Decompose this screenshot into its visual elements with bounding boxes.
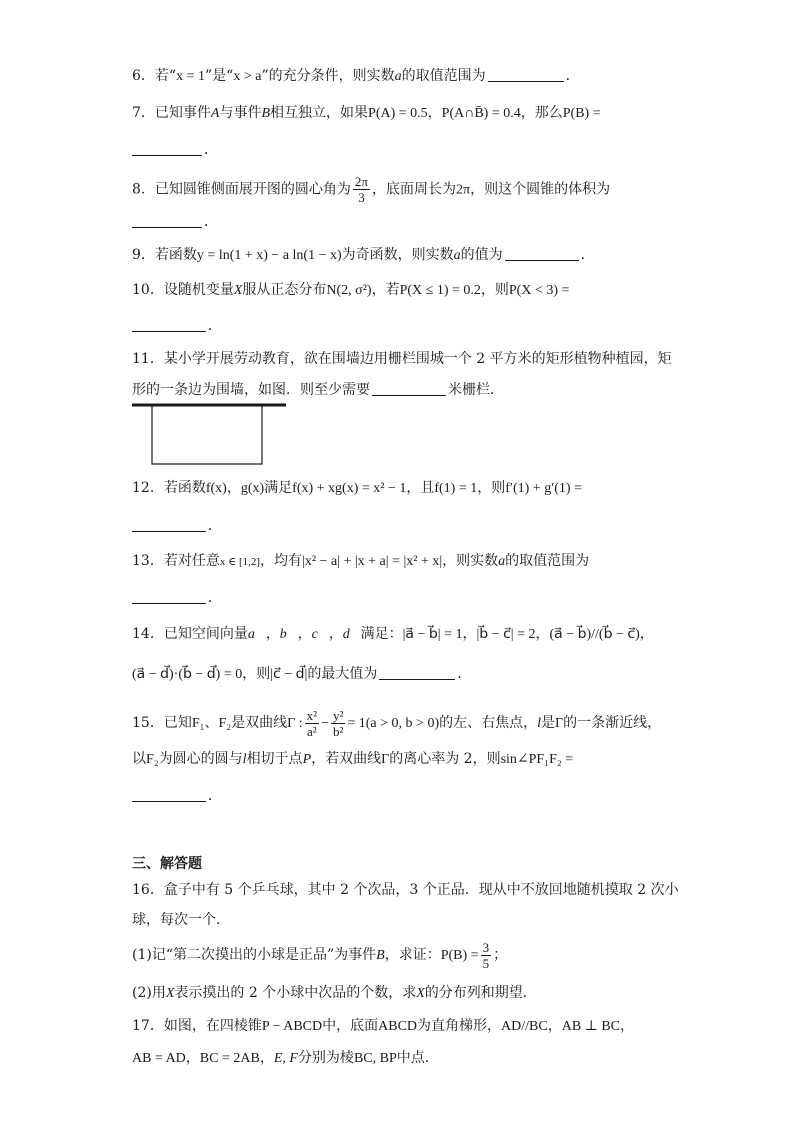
- question-17: 17．如图，在四棱锥P − ABCD中，底面ABCD为直角梯形，AD//BC，AB ⊥ BC，: [132, 1018, 635, 1034]
- fraction: $\frac{3}{5}$: [482, 939, 490, 971]
- answer-blank[interactable]: [379, 665, 455, 680]
- question-11-line-2: 形的一条边为围墙，如图．则至少需要 米栅栏．: [132, 382, 504, 398]
- answer-blank[interactable]: [488, 67, 564, 82]
- fraction-y: $\frac{\text{y²}}{\text{b²}}$: [332, 707, 344, 739]
- question-13-answer-line: ．: [132, 588, 222, 608]
- fraction-x: $\frac{\text{x²}}{\text{a²}}$: [306, 707, 318, 739]
- answer-blank[interactable]: [372, 381, 446, 396]
- question-15-line-2: 以F₂为圆心的圆与l相切于点P，若双曲线Γ的离心率为 2，则sin∠PF₁F₂ =: [132, 751, 574, 767]
- question-16-part-2: (2)用X表示摸出的 2 个小球中次品的个数，求X的分布列和期望．: [132, 985, 537, 1001]
- answer-blank[interactable]: [505, 246, 579, 261]
- answer-blank[interactable]: [132, 787, 206, 802]
- answer-blank[interactable]: [132, 517, 206, 532]
- fence-outline: [152, 405, 262, 464]
- answer-blank[interactable]: [132, 213, 202, 228]
- question-6: 6．若“x = 1”是“x > a”的充分条件，则实数a的取值范围为 ．: [132, 68, 580, 84]
- question-15-answer-line: ．: [132, 786, 222, 806]
- question-16-line-2: 球，每次一个．: [132, 912, 230, 928]
- question-16-part-1: (1)记“第二次摸出的小球是正品”为事件B，求证：P(B) = $\frac{3}{5}$ ；: [132, 939, 508, 971]
- question-12-answer-line: ．: [132, 516, 222, 536]
- question-13: 13．若对任意x ∈ [1,2]，均有|x² − a| + |x + a| = |x² + x|，则实数a的取值范围为: [132, 553, 590, 569]
- question-17-line-2: AB = AD，BC = 2AB，E, F分别为棱BC, BP中点．: [132, 1050, 439, 1066]
- answer-blank[interactable]: [132, 589, 206, 604]
- question-8: 8．已知圆锥侧面展开图的圆心角为 $\frac{2\pi}{3}$ ，底面周长为2π，则这个圆锥的体积为: [132, 174, 611, 205]
- question-7-answer-line: ．: [132, 140, 218, 160]
- question-10: 10．设随机变量X服从正态分布N(2, σ²)，若P(X ≤ 1) = 0.2，则P(X < 3) =: [132, 282, 570, 298]
- question-11: 11．某小学开展劳动教育，欲在围墙边用栅栏围城一个 2 平方米的矩形植物种植园，矩: [132, 351, 672, 367]
- question-14: 14．已知空间向量a⃗，b⃗，c⃗，d⃗满足：|a⃗ − b⃗| = 1，|b⃗ − c⃗| = 2，(a⃗ − b⃗)//(b⃗ − c⃗)，: [132, 626, 654, 642]
- question-16: 16．盒子中有 5 个乒乓球，其中 2 个次品，3 个正品．现从中不放回地随机摸取 2 次小: [132, 882, 679, 898]
- question-7: 7．已知事件A与事件B相互独立，如果P(A) = 0.5，P(A∩B̄) = 0.4，那么P(B) =: [132, 105, 601, 121]
- section-heading: 三、解答题: [132, 856, 202, 872]
- question-9: 9．若函数y = ln(1 + x) − a ln(1 − x)为奇函数，则实数a的值为 ．: [132, 247, 595, 263]
- question-14-line-2: (a⃗ − d⃗)·(b⃗ − d⃗) = 0，则|c⃗ − d⃗|的最大值为 ．: [132, 666, 472, 682]
- answer-blank[interactable]: [132, 317, 206, 332]
- answer-blank[interactable]: [132, 141, 202, 156]
- question-10-answer-line: ．: [132, 316, 222, 336]
- fraction: $\frac{2\pi}{3}$: [354, 174, 368, 205]
- question-8-answer-line: ．: [132, 212, 218, 232]
- fence-rectangle-figure: [130, 400, 290, 468]
- question-15: 15．已知F₁、F₂是双曲线Γ : $\frac{\text{x²}}{\text{a²}}$ − $\frac{\text{y²}}{\text{b²}}$ = 1(a > 0, b > 0)的左、右焦点，l是Γ的一条渐近线，: [132, 707, 662, 739]
- question-12: 12．若函数f(x)，g(x)满足f(x) + xg(x) = x² − 1，且f(1) = 1，则f′(1) + g′(1) =: [132, 480, 582, 496]
